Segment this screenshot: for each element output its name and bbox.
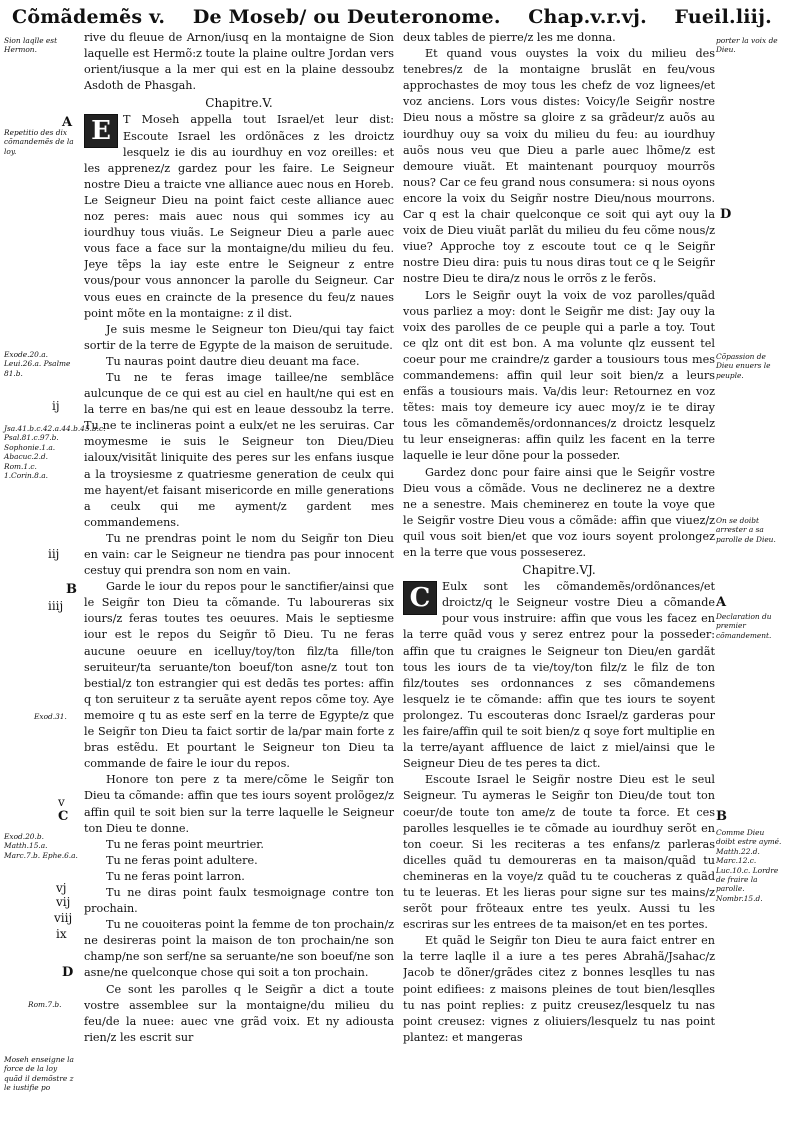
margin-note: porter la voix de Dieu. bbox=[716, 36, 778, 55]
margin-number: viij bbox=[54, 911, 73, 925]
commandment: Tu ne feras point adultere. bbox=[106, 853, 258, 867]
margin-note: Sion laqlle est Hermon. bbox=[4, 36, 58, 55]
margin-number: iij bbox=[48, 547, 60, 561]
margin-note: Declaration du premier cõmandement. bbox=[716, 612, 772, 640]
margin-letter: B bbox=[716, 809, 727, 824]
commandment: Tu ne te feras image taillee/ne semblãce aulcunque de ce qui est au ciel en hault/ne qui est en la terre en bas/ne qui est en leaue dessoubz la terre. Tu ne te inclineras point a eulx/et ne les seruiras. Car moymesme ie suis le Seigneur ton Dieu/Dieu ialoux/visitãt liniquite des peres sur les enfans iusque a la troysiesme z quatriesme generation de ceulx qui me hayent/et faisant misericorde en mille generations a ceulx qui me ayment/z gardent mes commandemens. bbox=[84, 370, 394, 529]
dropcap-initial: C bbox=[403, 581, 437, 615]
dropcap-initial: E bbox=[84, 114, 118, 148]
margin-note: Exod.31. bbox=[34, 712, 67, 721]
paragraph: T Moseh appella tout Israel/et leur dist: Escoute Israel les ordõnãces z les droictz lesquelz ie dis au iourdhuy en voz oreilles: et les apprenez/z gardez pour les faire. Le Seigneur nostre Dieu a traicte vne alliance auec nous en Horeb. Le Seigneur Dieu na point faict ceste alliance auec noz peres: mais auec nous qui sommes icy au iourdhuy tous viuãs. Le Seigneur Dieu a parle auec vous face a face sur la montaigne/du milieu du feu. Jeye tẽps la iay este entre le Seigneur z entre vous/pour vous annoncer la parolle du Seigneur. Car vous eues en craincte de la presence du feu/z naues point mõte en la montaigne: z il dist. bbox=[84, 113, 394, 320]
paragraph: Gardez donc pour faire ainsi que le Seigñr vostre Dieu vous a cõmãde. Vous ne declinerez ne a dextre ne a senestre. Mais cheminerez en toute la voye que le Seigñr vostre Dieu vous a cõmãde: affin que viuez/z quil vous soit bien/et que voz iours soyent prolongez en la terre que vous posseserez. bbox=[403, 465, 715, 559]
header-title: De Moseb/ ou Deuteronome. bbox=[192, 6, 501, 28]
margin-note: Cõpassion de Dieu enuers le peuple. bbox=[716, 352, 771, 380]
margin-letter: A bbox=[716, 595, 727, 610]
right-column bbox=[403, 30, 715, 1115]
running-header bbox=[12, 4, 772, 30]
margin-note: Exod.20.b. Matth.15.a. Marc.7.b. Ephe.6.a. bbox=[4, 832, 78, 860]
margin-letter: A bbox=[62, 115, 73, 130]
commandment: Tu ne feras point meurtrier. bbox=[106, 837, 264, 851]
margin-number: v bbox=[58, 795, 65, 809]
margin-number: vij bbox=[56, 895, 71, 909]
margin-note: Exode.20.a. Leui.26.a. Psalme 81.b. bbox=[4, 350, 71, 378]
commandment: Tu ne diras point faulx tesmoignage contre ton prochain. bbox=[84, 885, 394, 916]
commandment: Tu ne feras point larron. bbox=[106, 869, 245, 883]
header-left: Cõmãdemẽs v. bbox=[12, 6, 166, 28]
commandment: Tu nauras point dautre dieu deuant ma face. bbox=[106, 354, 360, 368]
margin-number: iiij bbox=[48, 599, 64, 613]
commandment: Tu ne couoiteras point la femme de ton prochain/z ne desireras point la maison de ton prochain/ne son champ/ne son serf/ne sa seruante/ne son boeuf/ne son asne/ne quelconque chose qui soit a ton prochain. bbox=[84, 918, 394, 980]
margin-note: Repetitio des dix cõmandemẽs de la loy. bbox=[4, 128, 74, 156]
paragraph: Ce sont les parolles q le Seigñr a dict a toute vostre assemblee sur la montaigne/du milieu du feu/de la nuee: auec vne grãd voix. Et ny adiousta rien/z les escrit sur bbox=[84, 982, 394, 1044]
header-folio: Fueil.liij. bbox=[674, 6, 772, 28]
margin-letter: C bbox=[58, 809, 69, 824]
commandment: Je suis mesme le Seigneur ton Dieu/qui tay faict sortir de la terre de Egypte de la maison de seruitude. bbox=[84, 322, 394, 352]
header-chapter: Chap.v.r.vj. bbox=[528, 6, 647, 28]
margin-letter: D bbox=[62, 965, 74, 980]
margin-number: vj bbox=[56, 881, 67, 895]
margin-number: ij bbox=[52, 399, 60, 413]
margin-note: Jsa.41.b.c.42.a.44.b.45.b.c. Psal.81.c.97.b. Sophonie.1.a. Abacuc.2.d. Rom.1.c. 1.Corin.8.a. bbox=[4, 424, 106, 481]
paragraph: rive du fleuue de Arnon/iusq en la montaigne de Sion laquelle est Hermõ:z toute la plaine oultre Jordan vers orient/iusque a la mer qui est en la plaine dessoubz Asdoth de Phasgah. bbox=[84, 31, 394, 93]
margin-note: On se doibt arrester a sa parolle de Dieu. bbox=[716, 516, 776, 544]
commandment: Garde le iour du repos pour le sanctifier/ainsi que le Seigñr ton Dieu ta cõmande. Tu laboureras six iours/z feras toutes tes oeuures. Mais le septiesme iour est le repos du Seigñr tõ Dieu. Tu ne feras aucune oeuure en icelluy/toy/ton filz/ta fille/ton seruiteur/ta seruante/ton boeuf/ton asne/z tout ton bestial/z ton estrangier qui est dedãs tes portes: affin q ton seruiteur z ta seruãte ayent repos cõme toy. Aye memoire q tu as este serf en la terre de Egypte/z que le Seigñr ton Dieu ta faict sortir de la/par main forte z bras estẽdu. Et pourtant le Seigneur ton Dieu ta commande de faire le iour du repos. bbox=[84, 580, 394, 771]
paragraph: Eulx sont les cõmandemẽs/ordõnances/et droictz/q le Seigneur vostre Dieu a cõmande pour vous instruire: affin que vous les facez en la terre quãd vous y serez entrez pour la posseder: affin que tu craignes le Seigneur ton Dieu/en gardãt tous les iours de ta vie/toy/ton filz/z le filz de ton filz/toutes ses ordonnances z ses cõmandemens lesquelz ie te cõmande: affin que tes iours te soyent prolongez. Tu escouteras donc Israel/z garderas pour les faire/affin quil te soit bien/z q soye fort multiplie en la terre/ayant affluence de laict z miel/ainsi que le Seigneur Dieu de tes peres ta dict. bbox=[403, 580, 715, 771]
margin-note: Rom.7.b. bbox=[28, 1000, 62, 1009]
margin-note: Moseh enseigne la force de la loy quãd il demõstre z le iustifie po bbox=[4, 1055, 74, 1093]
paragraph: Et quand vous ouystes la voix du milieu des tenebres/z de la montaigne bruslãt en feu/vous approchastes de moy tous les chefz de voz lignees/et voz anciens. Lors vous distes: Voicy/le Seigñr nostre Dieu nous a mõstre sa gloire z sa grãdeur/z auõs au iourdhuy ouy sa voix du milieu du feu: au iourdhuy auõs nous veu que Dieu a parle auec lhõme/z est demoure viuãt. Et maintenant pourquoy mourrõs nous? Car ce feu grand nous consumera: si nous oyons encore la voix du Seigñr nostre Dieu/nous mourrons. Car q est la chair quelconque ce soit qui ayt ouy la voix de Dieu viuãt parlãt du milieu du feu cõme nous/z viue? Approche toy z escoute tout ce q le Seigñr nostre Dieu dira: puis tu nous diras tout ce q le Seigñr nostre Dieu te dira/z nous le orrõs z le ferõs. bbox=[403, 47, 715, 286]
paragraph: Escoute Israel le Seigñr nostre Dieu est le seul Seigneur. Tu aymeras le Seigñr ton Dieu/de tout ton coeur/de toute ton ame/z de toute ta force. Et ces parolles lesquelles ie te cõmade au iourdhuy serõt en ton coeur. Si les reciteras a tes enfans/z parleras dicelles quãd tu demoureras en ta maison/quãd tu chemineras en la voye/z quãd tu te coucheras z quãd tu te leueras. Et les lieras pour signe sur tes mains/z serõt pour frõteaux entre tes yeulx. Aussi tu les escriras sur les entrees de ta maison/et en tes portes. bbox=[403, 773, 715, 932]
commandment: Honore ton pere z ta mere/cõme le Seigñr ton Dieu ta cõmande: affin que tes iours soyent prolõgez/z affin quil te soit bien sur la terre laquelle le Seigneur ton Dieu te donne. bbox=[84, 773, 394, 835]
margin-number: ix bbox=[56, 927, 67, 941]
chapter-title: Chapitre.V. bbox=[205, 96, 273, 111]
margin-letter: D bbox=[720, 207, 732, 222]
paragraph: deux tables de pierre/z les me donna. bbox=[403, 31, 616, 44]
margin-note: Comme Dieu doibt estre aymé. Matth.22.d. Marc.12.c. Luc.10.c. Lordre de fraire la parolle. Nombr.15.d. bbox=[716, 828, 782, 903]
left-column bbox=[84, 30, 394, 1115]
chapter-title: Chapitre.VJ. bbox=[522, 563, 596, 578]
margin-letter: B bbox=[66, 582, 77, 597]
paragraph: Et quãd le Seigñr ton Dieu te aura faict entrer en la terre laqlle il a iure a tes peres Abrahã/Jsahac/z Jacob te dõner/grãdes citez z bonnes lesqlles tu nas point edifiees: z maisons pleines de tout bien/lesqlles tu nas point replies: z puitz creusez/lesquelz tu nas point creusez: vignes z oliuiers/lesquelz tu nas point plantez: et mangeras bbox=[403, 934, 715, 1044]
paragraph: Lors le Seigñr ouyt la voix de voz parolles/quãd vous parliez a moy: dont le Seigñr me dist: Jay ouy la voix des parolles de ce peuple qui a parle a toy. Tout ce qlz ont dit est bon. A ma volunte qlz eussent tel coeur pour me craindre/z garder a tousiours tous mes commandemens: affin quil leur soit bien/z a leurs enfãs a tousiours mais. Va/dis leur: Retournez en voz tẽtes: mais toy demeure icy auec moy/z ie te diray tous les cõmandemẽs/ordonnances/z droictz lesquelz tu leur enseigneras: affin quilz les facent en la terre laquelle ie leur dõne pour la posseder. bbox=[403, 288, 715, 463]
commandment: Tu ne prendras point le nom du Seigñr ton Dieu en vain: car le Seigneur ne tiendra pas pour innocent cestuy qui prendra son nom en vain. bbox=[84, 531, 394, 578]
